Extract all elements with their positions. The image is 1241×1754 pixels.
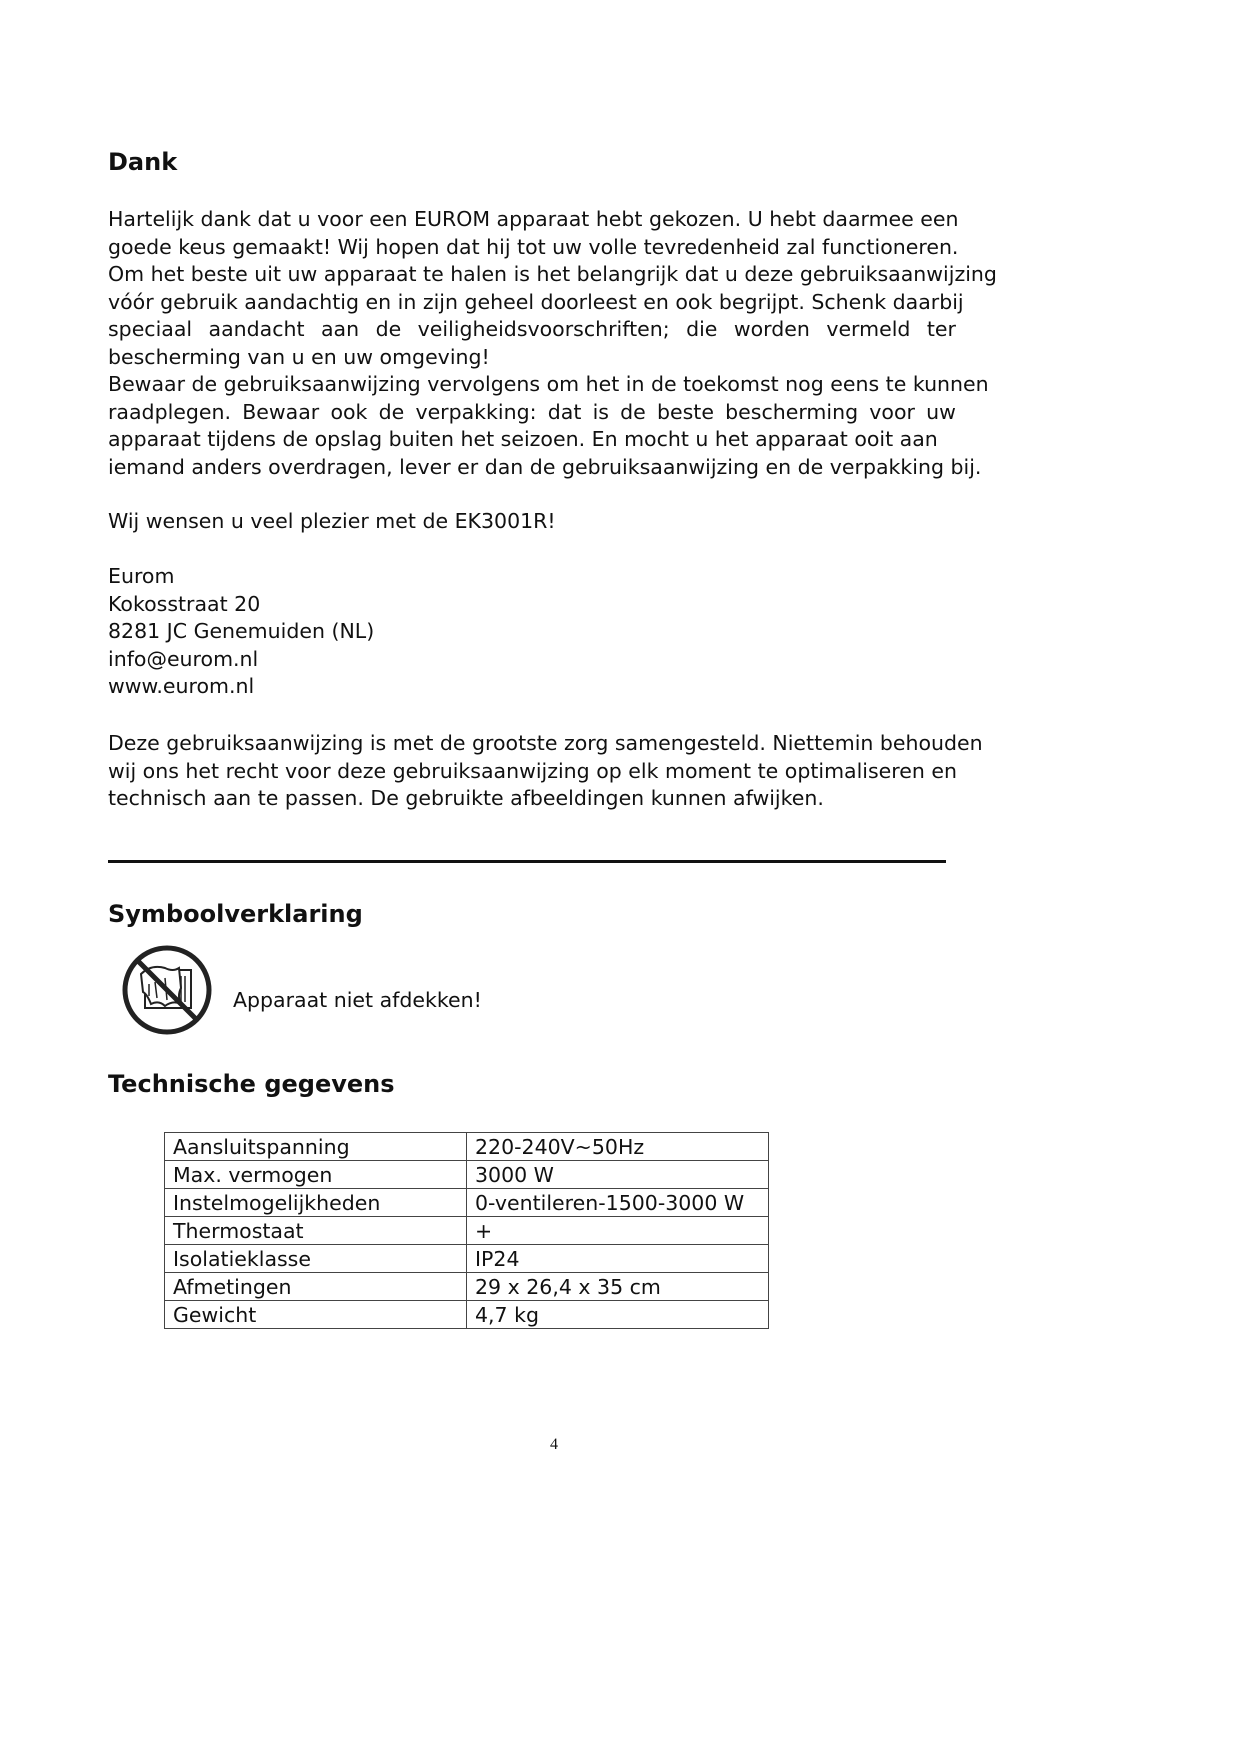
table-row <box>165 1161 769 1189</box>
word: Bewaar <box>242 399 320 424</box>
word: uw <box>926 399 956 424</box>
word: veiligheidsvoorschriften; <box>417 317 670 341</box>
email-link[interactable]: info@eurom.nl <box>108 646 259 671</box>
intro-line: Om het beste uit uw apparaat te halen is het belangrijk dat u deze gebruiksaanwijzing <box>108 262 997 286</box>
spec-value: + <box>467 1217 769 1245</box>
word: de <box>378 399 405 424</box>
technical-specs-table <box>164 1132 769 1329</box>
intro-line: apparaat tijdens de opslag buiten het seizoen. En mocht u het apparaat ooit aan <box>108 427 938 451</box>
intro-line <box>108 399 956 427</box>
word: verpakking: <box>415 399 537 424</box>
intro-paragraph <box>108 206 1026 481</box>
company-address <box>108 563 1028 701</box>
section-heading-dank: Dank <box>108 148 178 176</box>
spec-key: Thermostaat <box>165 1217 467 1245</box>
word: speciaal <box>108 317 193 341</box>
spec-value: IP24 <box>467 1245 769 1273</box>
word: dat <box>547 399 582 424</box>
section-heading-symbols: Symboolverklaring <box>108 900 363 928</box>
do-not-cover-icon <box>121 944 213 1036</box>
disclaimer-paragraph <box>108 730 1028 813</box>
word: voor <box>869 399 915 424</box>
section-divider <box>108 860 946 863</box>
website-link[interactable]: www.eurom.nl <box>108 674 255 698</box>
spec-key: Afmetingen <box>165 1273 467 1301</box>
word: raadplegen. <box>108 399 232 424</box>
word: aan <box>321 317 360 341</box>
table-row <box>165 1217 769 1245</box>
word: is <box>592 399 609 424</box>
word: bescherming <box>725 399 859 424</box>
disclaimer-line: wij ons het recht voor deze gebruiksaanwijzing op elk moment te optimaliseren en <box>108 758 957 783</box>
section-heading-technical: Technische gegevens <box>108 1070 395 1098</box>
table-row <box>165 1189 769 1217</box>
wish-text: Wij wensen u veel plezier met de EK3001R! <box>108 509 556 533</box>
address-street: Kokosstraat 20 <box>108 591 261 616</box>
intro-line: Hartelijk dank dat u voor een EUROM apparaat hebt gekozen. U hebt daarmee een <box>108 207 959 231</box>
intro-line: iemand anders overdragen, lever er dan de gebruiksaanwijzing en de verpakking bij. <box>108 454 982 479</box>
intro-line: Bewaar de gebruiksaanwijzing vervolgens om het in de toekomst nog eens te kunnen <box>108 372 989 396</box>
spec-key: Gewicht <box>165 1301 467 1329</box>
spec-key: Isolatieklasse <box>165 1245 467 1273</box>
address-city: 8281 JC Genemuiden (NL) <box>108 619 375 643</box>
table-row <box>165 1245 769 1273</box>
word: de <box>375 317 402 341</box>
word: vermeld <box>826 317 911 341</box>
table-row <box>165 1273 769 1301</box>
word: ook <box>330 399 368 424</box>
word: aandacht <box>208 317 305 341</box>
table-row <box>165 1133 769 1161</box>
word: de <box>620 399 646 424</box>
spec-value: 220-240V~50Hz <box>467 1133 769 1161</box>
disclaimer-line: Deze gebruiksaanwijzing is met de grootste zorg samengesteld. Niettemin behouden <box>108 731 983 755</box>
spec-value: 0-ventileren-1500-3000 W <box>467 1189 769 1217</box>
company-name: Eurom <box>108 564 175 588</box>
spec-value: 3000 W <box>467 1161 769 1189</box>
page-number: 4 <box>550 1436 558 1453</box>
intro-line: goede keus gemaakt! Wij hopen dat hij tot uw volle tevredenheid zal functioneren. <box>108 234 959 259</box>
intro-line <box>108 316 956 344</box>
spec-key: Instelmogelijkheden <box>165 1189 467 1217</box>
word: ter <box>926 317 956 341</box>
word: worden <box>733 317 810 341</box>
spec-key: Aansluitspanning <box>165 1133 467 1161</box>
intro-line: bescherming van u en uw omgeving! <box>108 344 490 369</box>
symbol-label-do-not-cover: Apparaat niet afdekken! <box>233 988 482 1012</box>
disclaimer-line: technisch aan te passen. De gebruikte afbeeldingen kunnen afwijken. <box>108 786 824 810</box>
spec-value: 4,7 kg <box>467 1301 769 1329</box>
intro-line: vóór gebruik aandachtig en in zijn geheel doorleest en ook begrijpt. Schenk daarbij <box>108 289 964 314</box>
word: beste <box>657 399 714 424</box>
table-row <box>165 1301 769 1329</box>
spec-key: Max. vermogen <box>165 1161 467 1189</box>
spec-value: 29 x 26,4 x 35 cm <box>467 1273 769 1301</box>
word: die <box>686 317 718 341</box>
